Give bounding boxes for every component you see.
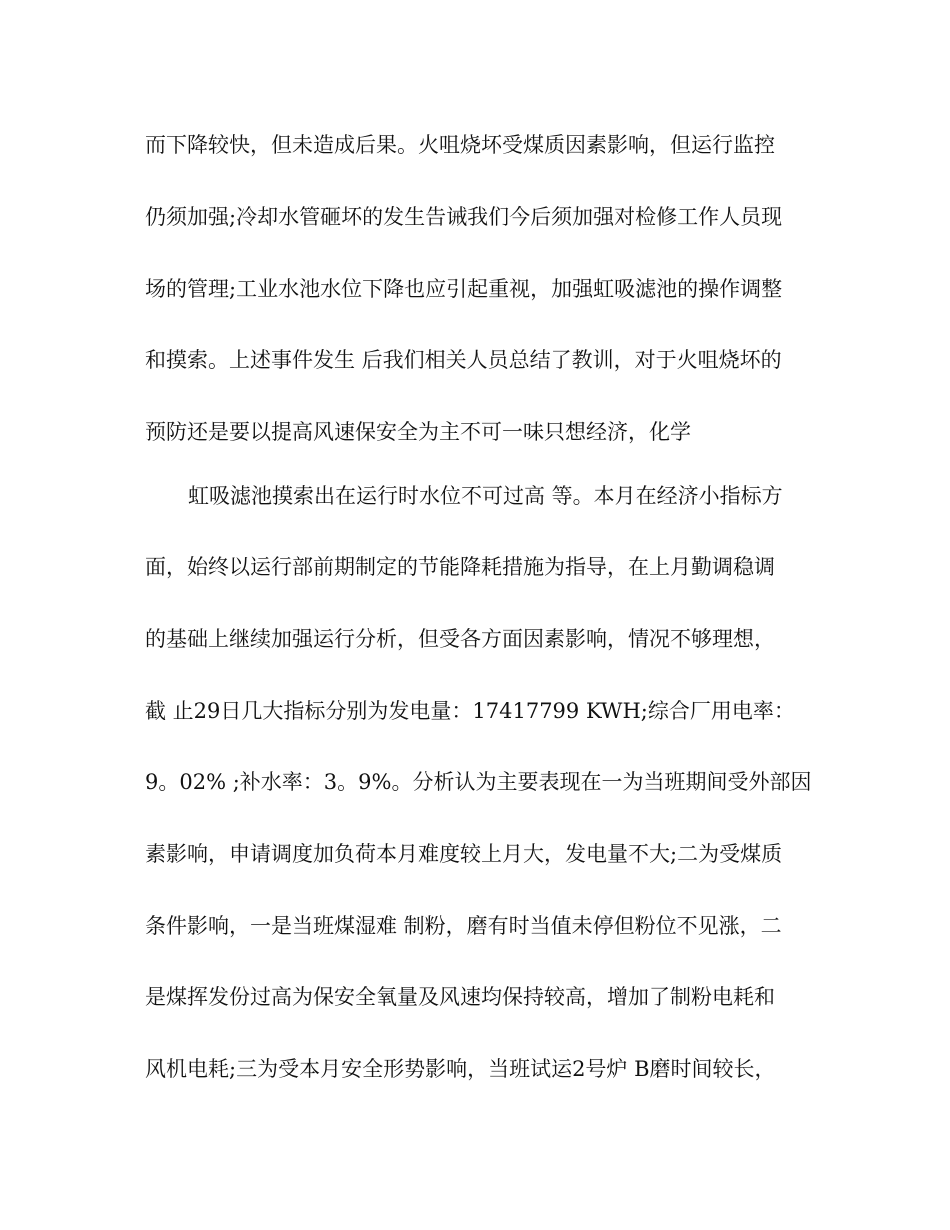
- text-line-13: 是煤挥发份过高为保安全氧量及风速均保持较高，增加了制粉电耗和: [145, 985, 775, 1009]
- text-line-6: 虹吸滤池摸索出在运行时水位不可过高 等。本月在经济小指标方: [188, 484, 783, 508]
- text-line-1: 而下降较快，但未造成后果。火咀烧坏受煤质因素影响，但运行监控: [145, 133, 775, 157]
- text-line-3: 场的管理;工业水池水位下降也应引起重视，加强虹吸滤池的操作调整: [145, 277, 783, 301]
- text-line-2: 仍须加强;冷却水管砸坏的发生告诫我们今后须加强对检修工作人员现: [145, 205, 783, 229]
- text-line-4: 和摸索。上述事件发生 后我们相关人员总结了教训，对于火咀烧坏的: [145, 348, 782, 372]
- text-line-10: 9。02% ;补水率：3。9%。分析认为主要表现在一为当班期间受外部因: [145, 770, 812, 794]
- text-line-12: 条件影响，一是当班煤湿难 制粉，磨有时当值未停但粉位不见涨，二: [145, 914, 782, 938]
- text-line-7: 面，始终以运行部前期制定的节能降耗措施为指导，在上月勤调稳调: [145, 555, 775, 579]
- text-line-5: 预防还是要以提高风速保安全为主不可一味只想经济，化学: [145, 420, 691, 444]
- text-line-14: 风机电耗;三为受本月安全形势影响，当班试运2号炉 B磨时间较长，: [145, 1057, 776, 1081]
- text-line-9: 截 止29日几大指标分别为发电量：17417799 KWH;综合厂用电率：: [145, 699, 795, 723]
- text-line-11: 素影响，申请调度加负荷本月难度较上月大，发电量不大;二为受煤质: [145, 842, 783, 866]
- text-line-8: 的基础上继续加强运行分析，但受各方面因素影响，情况不够理想，: [145, 627, 775, 651]
